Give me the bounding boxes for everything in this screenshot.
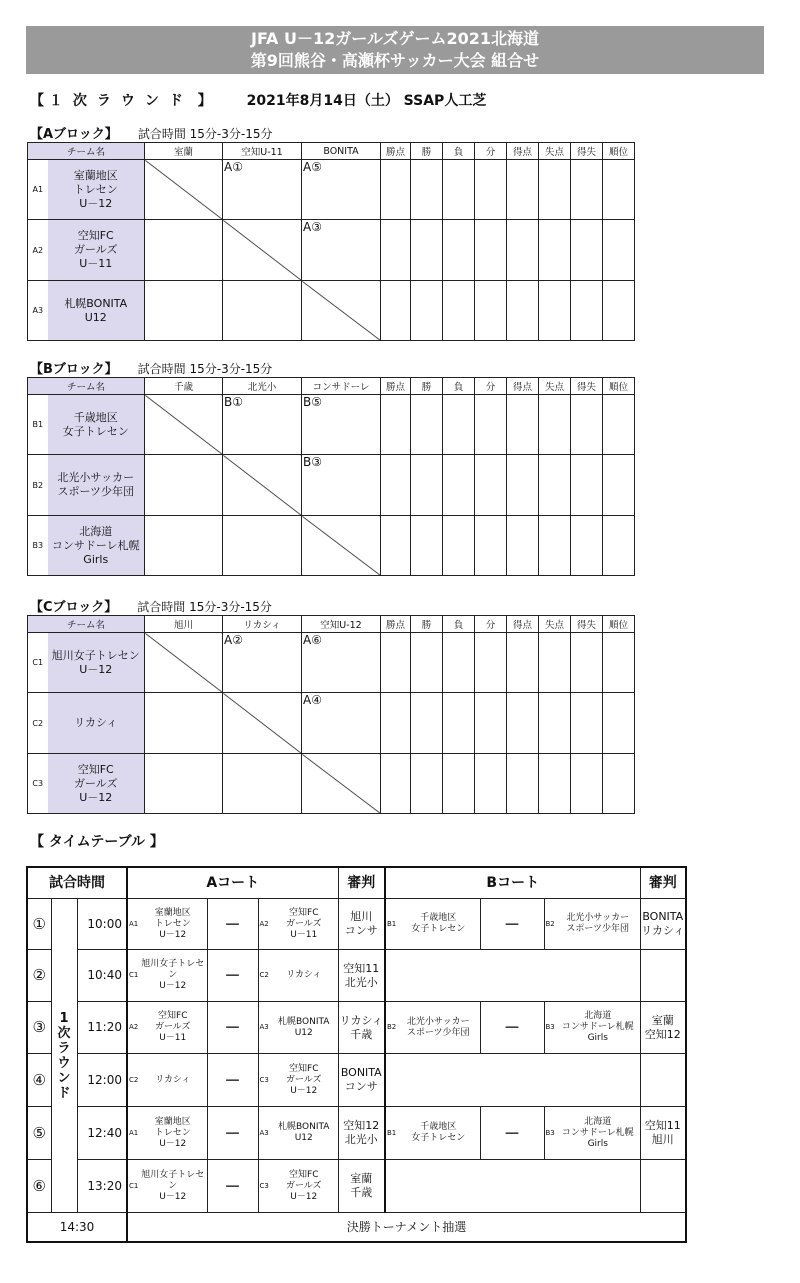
team-name: 札幌BONITA U12 (48, 281, 145, 341)
away-team: 札幌BONITA U12 (270, 1002, 338, 1054)
vs-dash: － (207, 1054, 258, 1107)
diagonal-cell (302, 281, 381, 341)
result-cell (443, 633, 475, 693)
result-cell (411, 516, 443, 576)
result-cell (443, 754, 475, 814)
column-header: 勝 (411, 378, 443, 395)
result-cell (411, 281, 443, 341)
team-name-header: チーム名 (28, 143, 145, 160)
match-cell: A③ (302, 220, 381, 281)
match-cell: A⑥ (302, 633, 381, 693)
match-cell (145, 220, 223, 281)
column-header: 負 (443, 616, 475, 633)
block-match-time: 試合時間 15分-3分-15分 (137, 362, 273, 376)
result-cell (603, 693, 635, 754)
block-heading (30, 123, 272, 142)
team-position: C1 (127, 1160, 139, 1213)
diagonal-cell (302, 516, 381, 576)
team-position: B1 (385, 899, 397, 950)
result-cell (539, 693, 571, 754)
timetable-row (27, 1054, 686, 1107)
result-cell (603, 455, 635, 516)
team-name-header: チーム名 (28, 378, 145, 395)
column-header: 得点 (507, 143, 539, 160)
block-heading (30, 596, 272, 615)
result-cell (603, 633, 635, 693)
home-team: 室蘭地区 トレセン U－12 (139, 1107, 207, 1160)
team-position: A1 (127, 1107, 139, 1160)
result-cell (443, 281, 475, 341)
match-cell: A② (223, 633, 302, 693)
column-header: 千歳 (145, 378, 223, 395)
result-cell (603, 516, 635, 576)
vs-dash: － (207, 1002, 258, 1054)
result-cell (381, 754, 411, 814)
team-name: 室蘭地区 トレセン U－12 (48, 160, 145, 220)
result-cell (539, 516, 571, 576)
round-bracket-open: 【 (30, 93, 44, 109)
timetable-row (27, 950, 686, 1002)
result-cell (381, 220, 411, 281)
round-heading (30, 90, 486, 110)
team-position: B3 (544, 1002, 556, 1054)
timetable-row (27, 1107, 686, 1160)
team-name-header: チーム名 (28, 616, 145, 633)
column-header: 得失 (571, 143, 603, 160)
result-cell (381, 160, 411, 220)
team-name: 空知FC ガールズ U－11 (48, 220, 145, 281)
referee: 旭川 コンサ (338, 899, 385, 950)
block-name: 【Bブロック】 (30, 362, 118, 377)
result-cell (411, 160, 443, 220)
match-time: 12:00 (77, 1054, 127, 1107)
result-cell (603, 220, 635, 281)
result-cell (571, 455, 603, 516)
time-header: 試合時間 (27, 867, 127, 899)
team-position-label: A2 (28, 220, 48, 281)
result-cell (507, 633, 539, 693)
match-cell (223, 281, 302, 341)
result-cell (571, 754, 603, 814)
result-cell (603, 754, 635, 814)
result-cell (381, 395, 411, 455)
match-time: 10:40 (77, 950, 127, 1002)
match-time: 13:20 (77, 1160, 127, 1213)
result-cell (475, 516, 507, 576)
column-header: コンサドーレ (302, 378, 381, 395)
team-row (28, 754, 635, 814)
block-table (27, 615, 635, 814)
vs-dash: － (207, 950, 258, 1002)
match-cell (145, 281, 223, 341)
result-cell (571, 693, 603, 754)
home-team: 旭川女子トレセン U－12 (139, 1160, 207, 1213)
team-position: B1 (385, 1107, 397, 1160)
vs-dash: － (480, 899, 544, 950)
column-header: 得失 (571, 378, 603, 395)
result-cell (475, 633, 507, 693)
result-cell (475, 220, 507, 281)
team-position: C3 (258, 1054, 270, 1107)
result-cell (381, 516, 411, 576)
team-position: C2 (127, 1054, 139, 1107)
result-cell (539, 160, 571, 220)
result-cell (507, 693, 539, 754)
result-cell (507, 160, 539, 220)
result-cell (539, 220, 571, 281)
round-label: １次ラウンド (48, 93, 193, 109)
team-position-label: B1 (28, 395, 48, 455)
team-position-label: B2 (28, 455, 48, 516)
result-cell (539, 395, 571, 455)
result-cell (507, 395, 539, 455)
team-row (28, 395, 635, 455)
referee-header-b: 審判 (640, 867, 686, 899)
column-header: 得失 (571, 616, 603, 633)
result-cell (381, 633, 411, 693)
team-position: A2 (127, 1002, 139, 1054)
column-header: 分 (475, 378, 507, 395)
result-cell (381, 693, 411, 754)
team-position-label: C3 (28, 754, 48, 814)
home-team: 空知FC ガールズ U－11 (139, 1002, 207, 1054)
result-cell (603, 160, 635, 220)
team-position: B2 (385, 1002, 397, 1054)
round-bracket-close: 】 (197, 93, 212, 109)
diagonal-cell (302, 754, 381, 814)
result-cell (539, 281, 571, 341)
title-line-1: JFA U－12ガールズゲーム2021北海道 (251, 29, 539, 48)
diagonal-cell (145, 395, 223, 455)
timetable (26, 866, 687, 1243)
referee: 空知11 北光小 (338, 950, 385, 1002)
column-header: 順位 (603, 143, 635, 160)
column-header: 空知U-11 (223, 143, 302, 160)
referee: リカシィ 千歳 (338, 1002, 385, 1054)
result-cell (571, 281, 603, 341)
column-header: 失点 (539, 616, 571, 633)
result-cell (381, 281, 411, 341)
vs-dash: － (480, 1107, 544, 1160)
round-date-venue: 2021年8月14日（土） SSAP人工芝 (246, 93, 487, 109)
result-cell (539, 455, 571, 516)
match-cell: A④ (302, 693, 381, 754)
referee-header-a: 審判 (338, 867, 385, 899)
result-cell (381, 455, 411, 516)
result-cell (507, 754, 539, 814)
block-match-time: 試合時間 15分-3分-15分 (137, 600, 272, 614)
result-cell (571, 516, 603, 576)
team-position: C2 (258, 950, 270, 1002)
match-cell: B⑤ (302, 395, 381, 455)
diagonal-cell (145, 633, 223, 693)
match-number: ③ (27, 1002, 51, 1054)
timetable-row (27, 1002, 686, 1054)
away-team: リカシィ (270, 950, 338, 1002)
match-cell: B① (223, 395, 302, 455)
team-position: A2 (258, 899, 270, 950)
match-number: ① (27, 899, 51, 950)
timetable-title: 【 タイムテーブル 】 (30, 834, 164, 850)
vs-dash: － (207, 899, 258, 950)
block-name: 【Aブロック】 (30, 127, 118, 142)
team-position-label: A1 (28, 160, 48, 220)
result-cell (411, 455, 443, 516)
result-cell (443, 160, 475, 220)
result-cell (571, 160, 603, 220)
result-cell (411, 754, 443, 814)
diagonal-cell (223, 220, 302, 281)
column-header: 負 (443, 143, 475, 160)
match-cell: A⑤ (302, 160, 381, 220)
column-header: 得点 (507, 378, 539, 395)
match-cell: A① (223, 160, 302, 220)
result-cell (443, 395, 475, 455)
match-time: 11:20 (77, 1002, 127, 1054)
team-position-label: C1 (28, 633, 48, 693)
column-header: 分 (475, 143, 507, 160)
block-heading (30, 358, 272, 377)
result-cell (475, 395, 507, 455)
away-team: 空知FC ガールズ U－12 (270, 1054, 338, 1107)
match-cell (223, 516, 302, 576)
team-position: C3 (258, 1160, 270, 1213)
vs-dash: － (480, 1002, 544, 1054)
document-title (26, 26, 764, 74)
column-header: 室蘭 (145, 143, 223, 160)
diagonal-cell (223, 693, 302, 754)
home-team: 旭川女子トレセン U－12 (139, 950, 207, 1002)
column-header: 旭川 (145, 616, 223, 633)
home-team: 千歳地区 女子トレセン (397, 1107, 480, 1160)
home-team: 千歳地区 女子トレセン (397, 899, 480, 950)
column-header: 分 (475, 616, 507, 633)
team-position: B2 (544, 899, 556, 950)
final-time: 14:30 (27, 1213, 127, 1243)
result-cell (507, 516, 539, 576)
match-number: ④ (27, 1054, 51, 1107)
match-cell (145, 754, 223, 814)
referee: BONITA コンサ (338, 1054, 385, 1107)
column-header: 勝 (411, 143, 443, 160)
match-cell (145, 455, 223, 516)
away-team: 空知FC ガールズ U－11 (270, 899, 338, 950)
column-header: 得点 (507, 616, 539, 633)
team-row (28, 516, 635, 576)
result-cell (603, 281, 635, 341)
result-cell (411, 395, 443, 455)
result-cell (411, 633, 443, 693)
team-position: A3 (258, 1002, 270, 1054)
team-position: B3 (544, 1107, 556, 1160)
column-header: 失点 (539, 143, 571, 160)
match-number: ⑤ (27, 1107, 51, 1160)
column-header: 北光小 (223, 378, 302, 395)
round-label: 1 次 ラ ウ ン ド (51, 899, 77, 1213)
result-cell (443, 455, 475, 516)
away-team: 北海道 コンサドーレ札幌 Girls (556, 1002, 640, 1054)
column-header: 勝点 (381, 616, 411, 633)
away-team: 北海道 コンサドーレ札幌 Girls (556, 1107, 640, 1160)
timetable-row (27, 1160, 686, 1213)
home-team: リカシィ (139, 1054, 207, 1107)
result-cell (475, 693, 507, 754)
b-court-header: Bコート (385, 867, 640, 899)
match-time: 12:40 (77, 1107, 127, 1160)
team-name: 北海道 コンサドーレ札幌 Girls (48, 516, 145, 576)
match-cell (145, 693, 223, 754)
result-cell (571, 220, 603, 281)
result-cell (411, 693, 443, 754)
result-cell (507, 281, 539, 341)
empty-court-cell (385, 950, 640, 1002)
result-cell (507, 220, 539, 281)
empty-court-cell (385, 1160, 640, 1213)
diagonal-cell (145, 160, 223, 220)
result-cell (443, 220, 475, 281)
match-cell (223, 754, 302, 814)
block-table (27, 377, 635, 576)
column-header: 空知U-12 (302, 616, 381, 633)
team-name: リカシィ (48, 693, 145, 754)
final-note: 決勝トーナメント抽選 (127, 1213, 686, 1243)
column-header: BONITA (302, 143, 381, 160)
timetable-row (27, 899, 686, 950)
team-name: 旭川女子トレセン U－12 (48, 633, 145, 693)
column-header: 順位 (603, 378, 635, 395)
block-match-time: 試合時間 15分-3分-15分 (137, 127, 273, 141)
referee: 空知12 北光小 (338, 1107, 385, 1160)
result-cell (571, 633, 603, 693)
team-name: 千歳地区 女子トレセン (48, 395, 145, 455)
team-position: A3 (258, 1107, 270, 1160)
empty-referee-cell (640, 1160, 686, 1213)
team-position-label: B3 (28, 516, 48, 576)
column-header: リカシィ (223, 616, 302, 633)
empty-court-cell (385, 1054, 640, 1107)
block-table (27, 142, 635, 341)
match-cell (145, 516, 223, 576)
result-cell (443, 693, 475, 754)
result-cell (507, 455, 539, 516)
diagonal-cell (223, 455, 302, 516)
result-cell (603, 395, 635, 455)
team-name: 空知FC ガールズ U－12 (48, 754, 145, 814)
result-cell (443, 516, 475, 576)
referee: BONITA リカシィ (640, 899, 686, 950)
away-team: 北光小サッカー スポーツ少年団 (556, 899, 640, 950)
column-header: 負 (443, 378, 475, 395)
referee: 室蘭 空知12 (640, 1002, 686, 1054)
home-team: 室蘭地区 トレセン U－12 (139, 899, 207, 950)
team-position-label: A3 (28, 281, 48, 341)
column-header: 勝 (411, 616, 443, 633)
block-name: 【Cブロック】 (30, 600, 118, 615)
empty-referee-cell (640, 950, 686, 1002)
team-row (28, 633, 635, 693)
column-header: 失点 (539, 378, 571, 395)
referee: 室蘭 千歳 (338, 1160, 385, 1213)
result-cell (475, 281, 507, 341)
title-line-2: 第9回熊谷・高瀬杯サッカー大会 組合せ (250, 51, 540, 70)
away-team: 空知FC ガールズ U－12 (270, 1160, 338, 1213)
match-number: ② (27, 950, 51, 1002)
vs-dash: － (207, 1160, 258, 1213)
team-name: 北光小サッカー スポーツ少年団 (48, 455, 145, 516)
team-row (28, 160, 635, 220)
referee: 空知11 旭川 (640, 1107, 686, 1160)
result-cell (539, 754, 571, 814)
match-cell: B③ (302, 455, 381, 516)
result-cell (411, 220, 443, 281)
team-row (28, 281, 635, 341)
team-row (28, 455, 635, 516)
result-cell (475, 455, 507, 516)
final-row (27, 1213, 686, 1243)
result-cell (475, 160, 507, 220)
column-header: 勝点 (381, 378, 411, 395)
team-row (28, 220, 635, 281)
team-row (28, 693, 635, 754)
vs-dash: － (207, 1107, 258, 1160)
team-position: A1 (127, 899, 139, 950)
a-court-header: Aコート (127, 867, 338, 899)
column-header: 勝点 (381, 143, 411, 160)
home-team: 北光小サッカー スポーツ少年団 (397, 1002, 480, 1054)
team-position: C1 (127, 950, 139, 1002)
match-time: 10:00 (77, 899, 127, 950)
column-header: 順位 (603, 616, 635, 633)
match-number: ⑥ (27, 1160, 51, 1213)
result-cell (571, 395, 603, 455)
result-cell (475, 754, 507, 814)
team-position-label: C2 (28, 693, 48, 754)
away-team: 札幌BONITA U12 (270, 1107, 338, 1160)
result-cell (539, 633, 571, 693)
empty-referee-cell (640, 1054, 686, 1107)
